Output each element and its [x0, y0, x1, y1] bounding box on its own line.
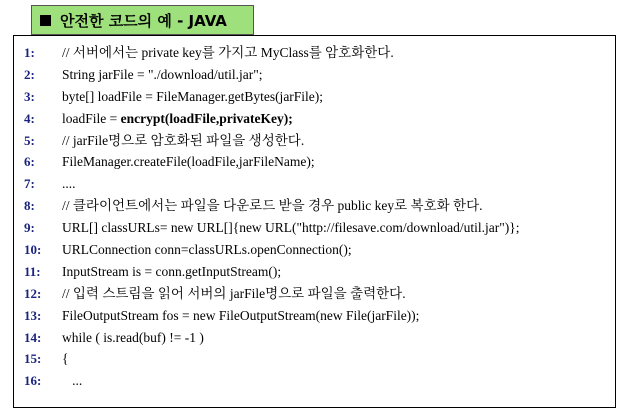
line-number: 11:	[24, 263, 41, 279]
code-text: ...	[62, 373, 83, 389]
code-line	[14, 370, 615, 392]
code-line	[14, 195, 615, 217]
code-line	[14, 42, 615, 64]
code-line	[14, 217, 615, 239]
code-line	[14, 86, 615, 108]
code-line	[14, 130, 615, 152]
code-line	[14, 173, 615, 195]
line-number: 6:	[24, 154, 35, 170]
line-number: 7:	[24, 176, 35, 192]
code-listing	[13, 35, 616, 408]
line-number: 10:	[24, 242, 42, 258]
code-text	[62, 108, 293, 130]
line-number: 14:	[24, 329, 42, 345]
line-number: 12:	[24, 285, 42, 301]
code-text: while ( is.read(buf) != -1 )	[62, 329, 204, 345]
section-title	[31, 5, 254, 35]
code-comment: // 서버에서는 private key를 가지고 MyClass를 암호화한다.	[62, 45, 394, 60]
code-comment: // jarFile명으로 암호화된 파일을 생성한다.	[62, 132, 305, 148]
code-line	[14, 151, 615, 173]
code-text: String jarFile = "./download/util.jar";	[62, 66, 263, 82]
code-comment: // 입력 스트림을 읽어 서버의 jarFile명으로 파일을 출력한다.	[62, 285, 406, 301]
code-line	[14, 64, 615, 86]
code-line	[14, 261, 615, 283]
line-number: 1:	[24, 45, 35, 60]
line-number: 5:	[24, 132, 35, 148]
code-text: ....	[62, 176, 76, 192]
line-number: 2:	[24, 66, 35, 82]
code-text: FileManager.createFile(loadFile,jarFileName);	[62, 154, 315, 170]
line-number: 8:	[24, 198, 35, 214]
line-number: 9:	[24, 220, 35, 236]
code-line	[14, 108, 615, 130]
section-title-text: 안전한 코드의 예 - JAVA	[60, 11, 227, 30]
code-text: FileOutputStream fos = new FileOutputStream(new File(jarFile));	[62, 307, 420, 323]
line-number: 4:	[24, 110, 35, 126]
code-text-plain: loadFile =	[62, 110, 121, 126]
code-line	[14, 348, 615, 370]
line-number: 3:	[24, 88, 35, 104]
code-line	[14, 305, 615, 327]
line-number: 15:	[24, 351, 42, 367]
code-text: {	[62, 351, 69, 367]
code-text: URLConnection conn=classURLs.openConnection();	[62, 242, 352, 258]
square-bullet-icon	[40, 15, 51, 26]
code-text: InputStream is = conn.getInputStream();	[62, 263, 282, 279]
code-text: byte[] loadFile = FileManager.getBytes(jarFile);	[62, 88, 324, 104]
code-text-highlight: encrypt(loadFile,privateKey);	[120, 110, 293, 126]
code-line	[14, 327, 615, 349]
line-number: 13:	[24, 307, 42, 323]
code-text: URL[] classURLs= new URL[]{new URL("http://filesave.com/download/util.jar")};	[62, 220, 520, 236]
line-number: 16:	[24, 373, 42, 389]
code-comment: // 클라이언트에서는 파일을 다운로드 받을 경우 public key로 복호화 한다.	[62, 198, 483, 214]
code-line	[14, 239, 615, 261]
code-line	[14, 283, 615, 305]
